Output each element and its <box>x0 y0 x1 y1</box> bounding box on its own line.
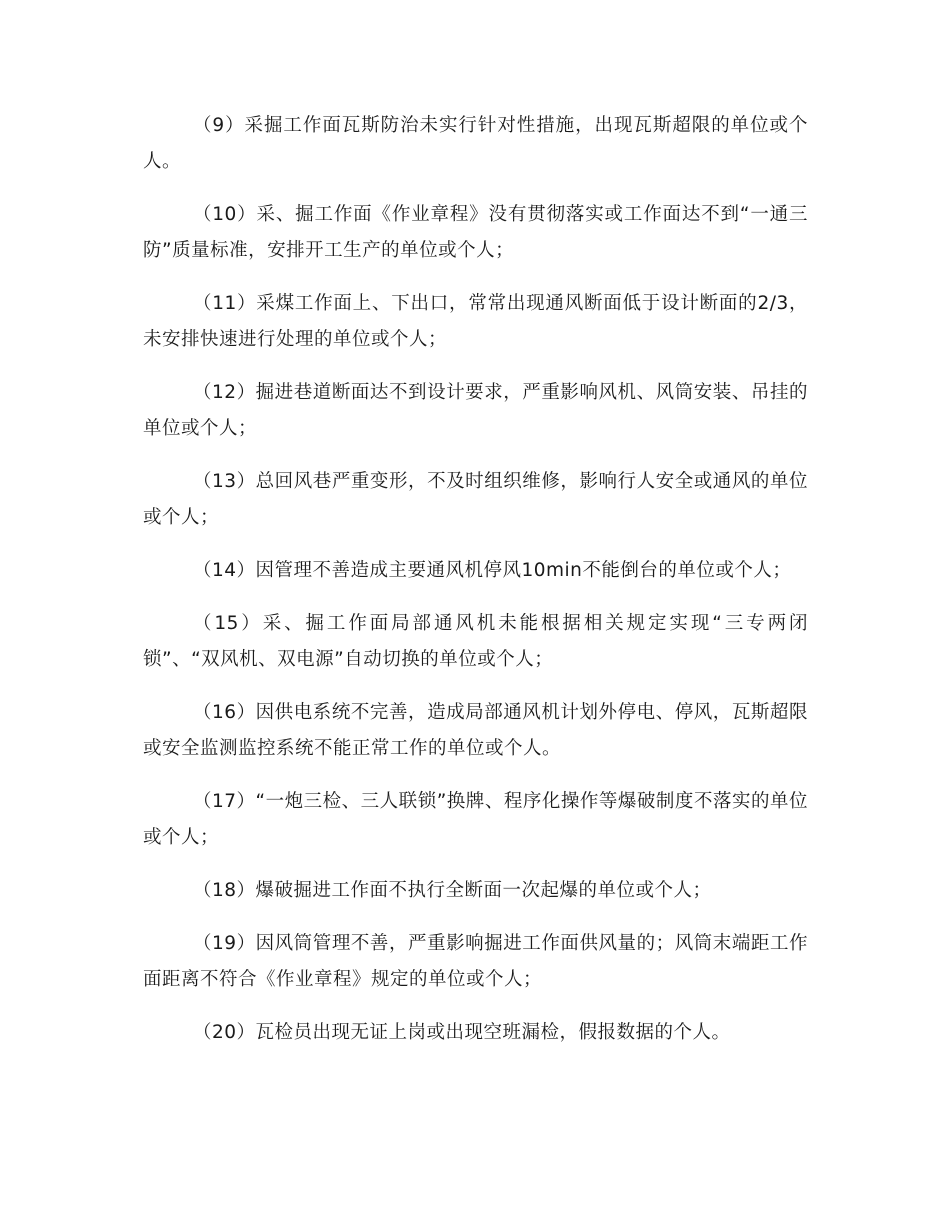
document-body <box>143 108 808 1068</box>
paragraph-item-19: （19）因风筒管理不善，严重影响掘进工作面供风量的；风筒末端距工作面距离不符合《作业章程》规定的单位或个人； <box>143 933 808 990</box>
paragraph-item-16: （16）因供电系统不完善，造成局部通风机计划外停电、停风，瓦斯超限或安全监测监控系统不能正常工作的单位或个人。 <box>143 702 808 759</box>
paragraph-item-18: （18）爆破掘进工作面不执行全断面一次起爆的单位或个人； <box>192 880 712 901</box>
paragraph-item-15: （15）采、掘工作面局部通风机未能根据相关规定实现“三专两闭锁”、“双风机、双电源”自动切换的单位或个人； <box>143 613 808 670</box>
paragraph-item-10: （10）采、掘工作面《作业章程》没有贯彻落实或工作面达不到“一通三防”质量标准，安排开工生产的单位或个人； <box>143 204 808 261</box>
paragraph-item-13: （13）总回风巷严重变形，不及时组织维修，影响行人安全或通风的单位或个人； <box>143 471 808 528</box>
paragraph-item-12: （12）掘进巷道断面达不到设计要求，严重影响风机、风筒安装、吊挂的单位或个人； <box>143 382 808 439</box>
paragraph-item-11: （11）采煤工作面上、下出口，常常出现通风断面低于设计断面的2/3，未安排快速进行处理的单位或个人； <box>143 293 808 350</box>
paragraph-item-20: （20）瓦检员出现无证上岗或出现空班漏检，假报数据的个人。 <box>192 1022 731 1043</box>
paragraph-item-17: （17）“一炮三检、三人联锁”换牌、程序化操作等爆破制度不落实的单位或个人； <box>143 791 808 848</box>
paragraph-item-14: （14）因管理不善造成主要通风机停风10min不能倒台的单位或个人； <box>192 560 792 581</box>
paragraph-item-9: （9）采掘工作面瓦斯防治未实行针对性措施，出现瓦斯超限的单位或个人。 <box>143 115 808 172</box>
